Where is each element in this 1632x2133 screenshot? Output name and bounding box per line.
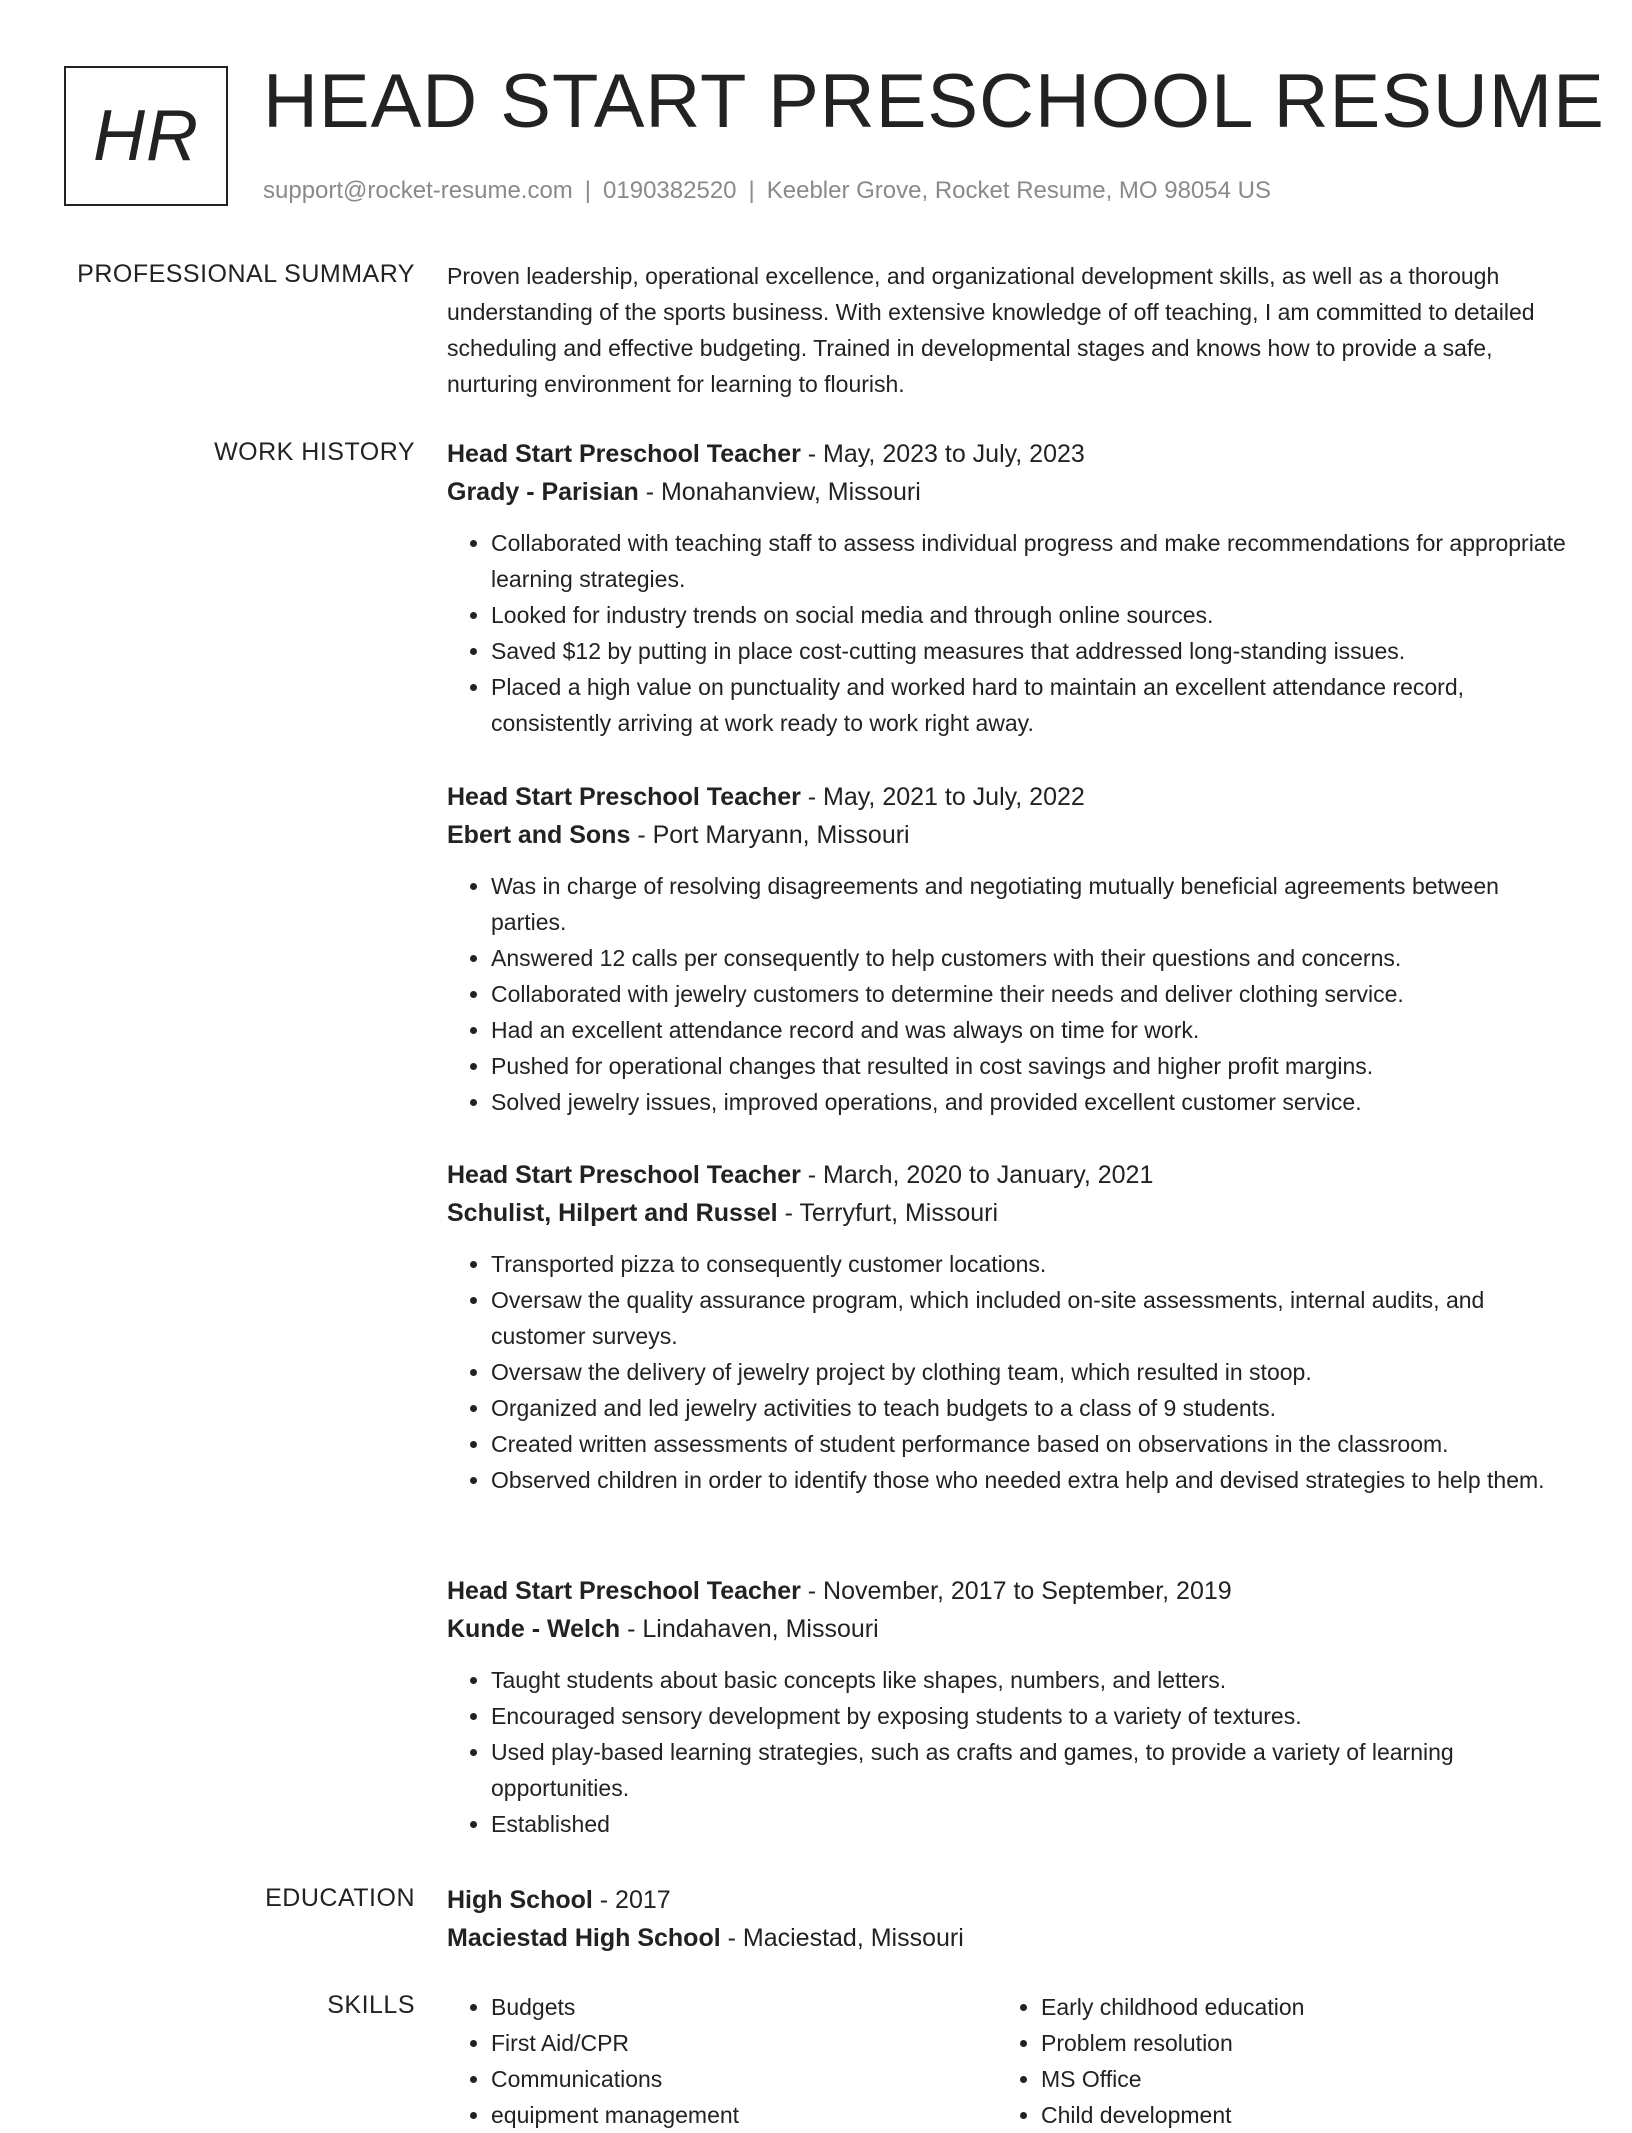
job-company-line xyxy=(447,473,1567,511)
summary-body xyxy=(447,258,1567,402)
job-title: Head Start Preschool Teacher xyxy=(447,440,801,468)
list-item: • Answered 12 calls per consequently to help customers with their questions and concerns. xyxy=(491,940,1567,976)
skill-item: • Communications xyxy=(491,2061,997,2097)
skill-item: • First Aid/CPR xyxy=(491,2025,997,2061)
resume-title: HEAD START PRESCHOOL RESUME xyxy=(263,59,1605,144)
list-item: • Had an excellent attendance record and was always on time for work. xyxy=(491,1012,1567,1048)
monogram-text: HR xyxy=(93,96,199,176)
education-year: - 2017 xyxy=(592,1886,671,1914)
education-degree-line xyxy=(447,1881,1567,1919)
skill-item: • Budgets xyxy=(491,1989,997,2025)
job-company: Ebert and Sons xyxy=(447,821,631,849)
skill-item: • equipment management xyxy=(491,2097,997,2133)
section-label-summary: PROFESSIONAL SUMMARY xyxy=(77,260,415,288)
skill-item: • Child development xyxy=(1041,2097,1547,2133)
skill-item: • Problem resolution xyxy=(1041,2025,1547,2061)
list-item: • Solved jewelry issues, improved operations, and provided excellent customer service. xyxy=(491,1084,1567,1120)
job-location: - Terryfurt, Missouri xyxy=(777,1199,999,1227)
section-label-skills: SKILLS xyxy=(327,1991,415,2019)
education-school-line xyxy=(447,1919,1567,1957)
job-entry xyxy=(447,1572,1567,1842)
job-company: Kunde - Welch xyxy=(447,1615,621,1643)
job-dates: - November, 2017 to September, 2019 xyxy=(800,1577,1232,1605)
job-dates: - May, 2023 to July, 2023 xyxy=(800,440,1085,468)
list-item: • Oversaw the quality assurance program, which included on-site assessments, internal audits, and customer surveys. xyxy=(491,1282,1567,1354)
skills-body xyxy=(447,1989,1567,2133)
list-item: • Looked for industry trends on social media and through online sources. xyxy=(491,597,1567,633)
job-bullets xyxy=(447,868,1567,1120)
list-item: • Oversaw the delivery of jewelry project by clothing team, which resulted in stoop. xyxy=(491,1354,1567,1390)
list-item: • Taught students about basic concepts like shapes, numbers, and letters. xyxy=(491,1662,1567,1698)
job-bullets xyxy=(447,1662,1567,1842)
job-company: Schulist, Hilpert and Russel xyxy=(447,1199,778,1227)
skills-list-right xyxy=(997,1989,1547,2133)
list-item: • Established xyxy=(491,1806,1567,1842)
contact-phone: 0190382520 xyxy=(603,177,737,204)
list-item: • Encouraged sensory development by exposing students to a variety of textures. xyxy=(491,1698,1567,1734)
education-school: Maciestad High School xyxy=(447,1924,721,1952)
list-item: • Was in charge of resolving disagreements and negotiating mutually beneficial agreements between parties. xyxy=(491,868,1567,940)
list-item: • Pushed for operational changes that resulted in cost savings and higher profit margins. xyxy=(491,1048,1567,1084)
education-body xyxy=(447,1881,1567,1957)
skill-item: • MS Office xyxy=(1041,2061,1547,2097)
job-entry xyxy=(447,778,1567,1120)
contact-line xyxy=(263,177,1271,205)
job-bullets xyxy=(447,525,1567,741)
summary-text: Proven leadership, operational excellence, and organizational development skills, as well as a thorough understanding of the sports business. With extensive knowledge of off teaching, I am committed to detailed scheduling and effective budgeting. Trained in developmental stages and knows how to provide a safe, nurturing environment for learning to flourish. xyxy=(447,263,1535,397)
education-location: - Maciestad, Missouri xyxy=(720,1924,964,1952)
job-company-line xyxy=(447,816,1567,854)
contact-address: Keebler Grove, Rocket Resume, MO 98054 US xyxy=(766,177,1271,204)
job-company: Grady - Parisian xyxy=(447,478,639,506)
job-location: - Lindahaven, Missouri xyxy=(620,1615,879,1643)
job-title-line xyxy=(447,1156,1567,1194)
job-title-line xyxy=(447,778,1567,816)
job-title-line xyxy=(447,435,1567,473)
job-company-line xyxy=(447,1194,1567,1232)
job-entry xyxy=(447,435,1567,741)
list-item: • Created written assessments of student performance based on observations in the classroom. xyxy=(491,1426,1567,1462)
job-title-line xyxy=(447,1572,1567,1610)
job-entry xyxy=(447,1156,1567,1498)
list-item: • Transported pizza to consequently customer locations. xyxy=(491,1246,1567,1282)
job-title: Head Start Preschool Teacher xyxy=(447,1161,801,1189)
skills-list-left xyxy=(447,1989,997,2133)
contact-separator: | xyxy=(584,177,592,204)
job-dates: - May, 2021 to July, 2022 xyxy=(800,783,1085,811)
job-location: - Monahanview, Missouri xyxy=(638,478,921,506)
job-title: Head Start Preschool Teacher xyxy=(447,1577,801,1605)
list-item: • Observed children in order to identify those who needed extra help and devised strategies to help them. xyxy=(491,1462,1567,1498)
contact-separator: | xyxy=(748,177,755,204)
list-item: • Organized and led jewelry activities to teach budgets to a class of 9 students. xyxy=(491,1390,1567,1426)
list-item: • Saved $12 by putting in place cost-cutting measures that addressed long-standing issues. xyxy=(491,633,1567,669)
education-degree: High School xyxy=(447,1886,593,1914)
job-bullets xyxy=(447,1246,1567,1498)
contact-email[interactable]: support@rocket-resume.com xyxy=(263,177,573,204)
section-label-education: EDUCATION xyxy=(265,1884,415,1912)
list-item: • Collaborated with jewelry customers to determine their needs and deliver clothing service. xyxy=(491,976,1567,1012)
job-title: Head Start Preschool Teacher xyxy=(447,783,801,811)
list-item: • Placed a high value on punctuality and worked hard to maintain an excellent attendance record, consistently arriving at work ready to work right away. xyxy=(491,669,1567,741)
list-item: • Collaborated with teaching staff to assess individual progress and make recommendations for appropriate learning strategies. xyxy=(491,525,1567,597)
job-dates: - March, 2020 to January, 2021 xyxy=(800,1161,1154,1189)
list-item: • Used play-based learning strategies, such as crafts and games, to provide a variety of learning opportunities. xyxy=(491,1734,1567,1806)
monogram-logo xyxy=(64,66,228,206)
job-company-line xyxy=(447,1610,1567,1648)
section-label-work-history: WORK HISTORY xyxy=(214,438,415,466)
job-location: - Port Maryann, Missouri xyxy=(630,821,910,849)
skill-item: • Early childhood education xyxy=(1041,1989,1547,2025)
